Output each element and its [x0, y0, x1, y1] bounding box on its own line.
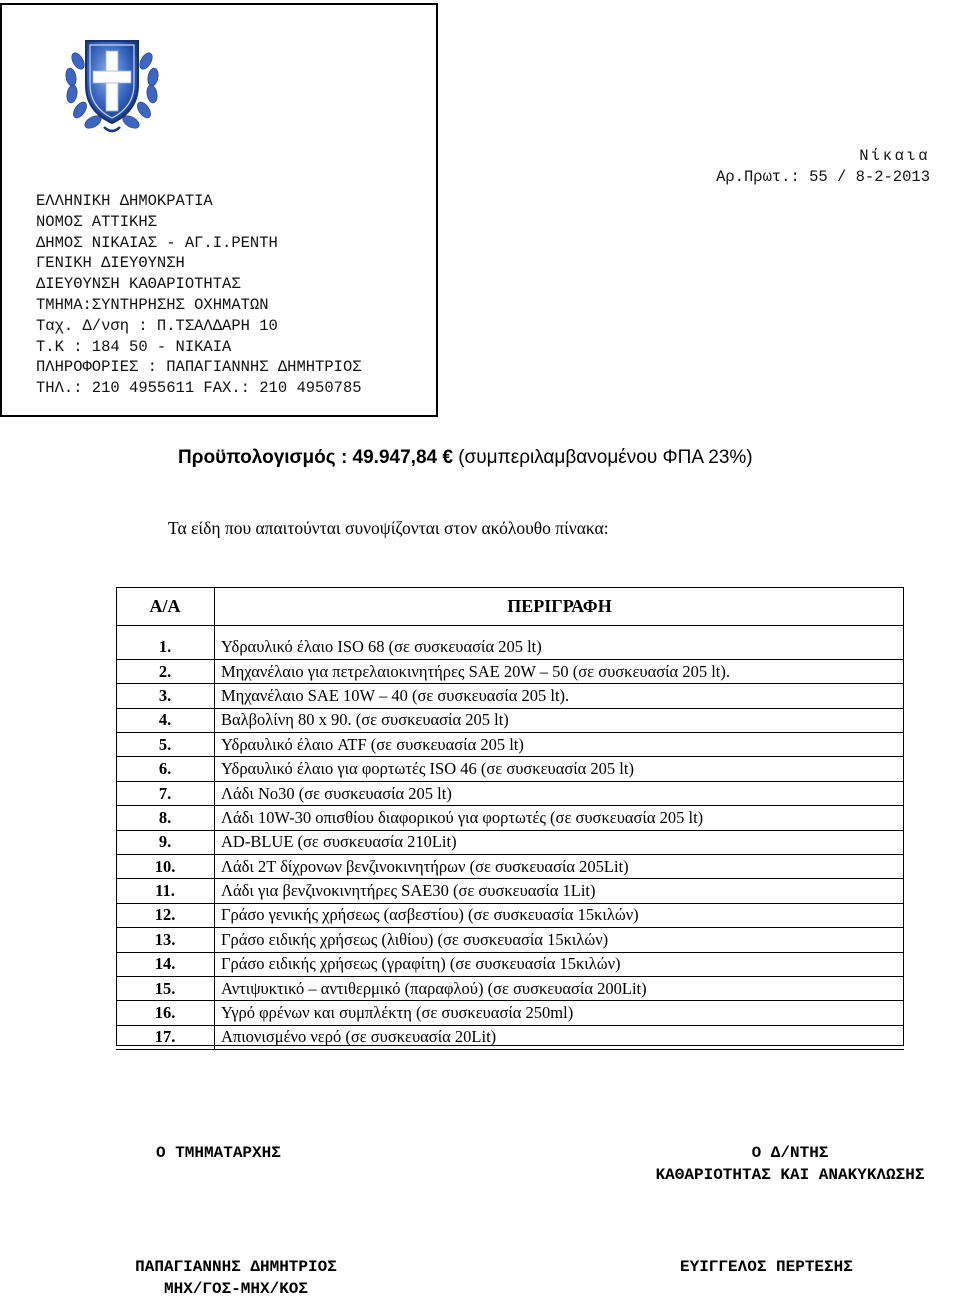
item-number: 6. [116, 757, 215, 781]
item-number: 5. [116, 733, 215, 757]
signature-title-right [620, 1142, 960, 1186]
item-description: Υγρό φρένων και συμπλέκτη (σε συσκευασία 250ml) [215, 1001, 905, 1025]
item-description: Μηχανέλαιο SAE 10W – 40 (σε συσκευασία 205 lt). [215, 684, 905, 708]
budget-line [178, 447, 753, 469]
table-row [116, 952, 904, 976]
item-description: AD-BLUE (σε συσκευασία 210Lit) [215, 830, 905, 854]
intro-text: Τα είδη που απαιτούνται συνοψίζονται στον ακόλουθο πίνακα: [168, 518, 609, 538]
item-description: Αντιψυκτικό – αντιθερμικό (παραφλού) (σε συσκευασία 200Lit) [215, 976, 905, 1000]
signature-name-right: ΕΥΙΓΓΕΛΟΣ ΠΕΡΤΕΣΗΣ [680, 1258, 853, 1276]
header-box [0, 3, 438, 417]
table-row [116, 684, 904, 708]
table-row [116, 879, 904, 903]
signature-title-left: Ο ΤΜΗΜΑΤΑΡΧΗΣ [156, 1144, 281, 1162]
table-row [116, 1025, 904, 1049]
item-description: Γράσο γενικής χρήσεως (ασβεστίου) (σε συσκευασία 15κιλών) [215, 903, 905, 927]
table-row [116, 806, 904, 830]
column-header-number: Α/Α [116, 587, 215, 626]
sender-line: ΕΛΛΗΝΙΚΗ ΔΗΜΟΚΡΑΤΙΑ [36, 192, 213, 210]
item-description: Γράσο ειδικής χρήσεως (γραφίτη) (σε συσκευασία 15κιλών) [215, 952, 905, 976]
budget-note: (συμπεριλαμβανομένου ΦΠΑ 23%) [458, 447, 753, 468]
table-row [116, 928, 904, 952]
table-row [116, 781, 904, 805]
table-row [116, 635, 904, 659]
sender-line: ΤΗΛ.: 210 4955611 FAX.: 210 4950785 [36, 379, 362, 398]
item-number: 14. [116, 952, 215, 976]
signature-name-left-line2: ΜΗΧ/ΓΟΣ-ΜΗΧ/ΚΟΣ [163, 1280, 309, 1298]
item-number: 1. [116, 635, 215, 659]
item-description: Μηχανέλαιο για πετρελαιοκινητήρες SAE 20W – 50 (σε συσκευασία 205 lt). [215, 659, 905, 683]
item-description: Υδραυλικό έλαιο ISO 68 (σε συσκευασία 205 lt) [215, 635, 905, 659]
table-row [116, 1001, 904, 1025]
budget-amount: 49.947,84 [352, 447, 438, 468]
place-and-protocol [716, 146, 930, 187]
item-number: 10. [116, 855, 215, 879]
sender-line: ΝΟΜΟΣ ΑΤΤΙΚΗΣ [36, 212, 157, 231]
table-spacer-row [116, 626, 904, 636]
item-number: 16. [116, 1001, 215, 1025]
item-number: 2. [116, 659, 215, 683]
sender-line: ΓΕΝΙΚΗ ΔΙΕΥΘΥΝΣΗ [36, 254, 185, 273]
sender-line: ΠΛΗΡΟΦΟΡΙΕΣ : ΠΑΠΑΓΙΑΝΝΗΣ ΔΗΜΗΤΡΙΟΣ [36, 358, 362, 377]
item-description: Υδραυλικό έλαιο για φορτωτές ISO 46 (σε συσκευασία 205 lt) [215, 757, 905, 781]
item-number: 13. [116, 928, 215, 952]
sender-line: ΔΗΜΟΣ ΝΙΚΑΙΑΣ - ΑΓ.Ι.ΡΕΝΤΗ [36, 233, 278, 252]
signature-title-right-line1: Ο Δ/ΝΤΗΣ [751, 1144, 829, 1162]
table-row [116, 757, 904, 781]
item-number: 8. [116, 806, 215, 830]
budget-label: Προϋπολογισμός : [178, 447, 348, 468]
item-description: Λάδι 10W-30 οπισθίου διαφορικού για φορτωτές (σε συσκευασία 205 lt) [215, 806, 905, 830]
item-description: Λάδι για βενζινοκινητήρες SAE30 (σε συσκευασία 1Lit) [215, 879, 905, 903]
sender-line: ΔΙΕΥΘΥΝΣΗ ΚΑΘΑΡΙΟΤΗΤΑΣ [36, 275, 241, 294]
euro-symbol: € [442, 447, 453, 468]
item-description: Υδραυλικό έλαιο ATF (σε συσκευασία 205 lt) [215, 733, 905, 757]
item-description: Απιονισμένο νερό (σε συσκευασία 20Lit) [215, 1025, 905, 1049]
sender-line: Τ.Κ : 184 50 - ΝΙΚΑΙΑ [36, 337, 232, 356]
table-row [116, 659, 904, 683]
table-row [116, 855, 904, 879]
table-row [116, 976, 904, 1000]
table-row [116, 830, 904, 854]
table-body [116, 635, 904, 1050]
table-row [116, 903, 904, 927]
item-description: Λάδι 2Τ δίχρονων βενζινοκινητήρων (σε συσκευασία 205Lit) [215, 855, 905, 879]
sender-line: Ταχ. Δ/νση : Π.ΤΣΑΛΔΑΡΗ 10 [36, 316, 278, 335]
table-header-row [116, 587, 904, 626]
item-description: Λάδι Νο30 (σε συσκευασία 205 lt) [215, 781, 905, 805]
item-number: 15. [116, 976, 215, 1000]
item-number: 17. [116, 1025, 215, 1049]
column-header-description: ΠΕΡΙΓΡΑΦΗ [215, 587, 905, 626]
signature-name-left-line1: ΠΑΠΑΓΙΑΝΝΗΣ ΔΗΜΗΤΡΙΟΣ [135, 1258, 337, 1276]
item-number: 11. [116, 879, 215, 903]
greek-coat-of-arms-icon [60, 23, 164, 139]
item-number: 9. [116, 830, 215, 854]
items-table [116, 587, 904, 1050]
table-row [116, 708, 904, 732]
item-number: 3. [116, 684, 215, 708]
item-description: Βαλβολίνη 80 x 90. (σε συσκευασία 205 lt) [215, 708, 905, 732]
place: Νίκαια [859, 147, 930, 165]
sender-line: ΤΜΗΜΑ:ΣΥΝΤΗΡΗΣΗΣ ΟΧΗΜΑΤΩΝ [36, 295, 269, 314]
sender-details [36, 191, 362, 399]
item-number: 7. [116, 781, 215, 805]
item-description: Γράσο ειδικής χρήσεως (λιθίου) (σε συσκευασία 15κιλών) [215, 928, 905, 952]
table-row [116, 733, 904, 757]
signature-name-left [108, 1256, 364, 1300]
item-number: 12. [116, 903, 215, 927]
signature-title-right-line2: ΚΑΘΑΡΙΟΤΗΤΑΣ ΚΑΙ ΑΝΑΚΥΚΛΩΣΗΣ [655, 1166, 925, 1184]
protocol-number: Αρ.Πρωτ.: 55 / 8-2-2013 [716, 167, 930, 186]
item-number: 4. [116, 708, 215, 732]
